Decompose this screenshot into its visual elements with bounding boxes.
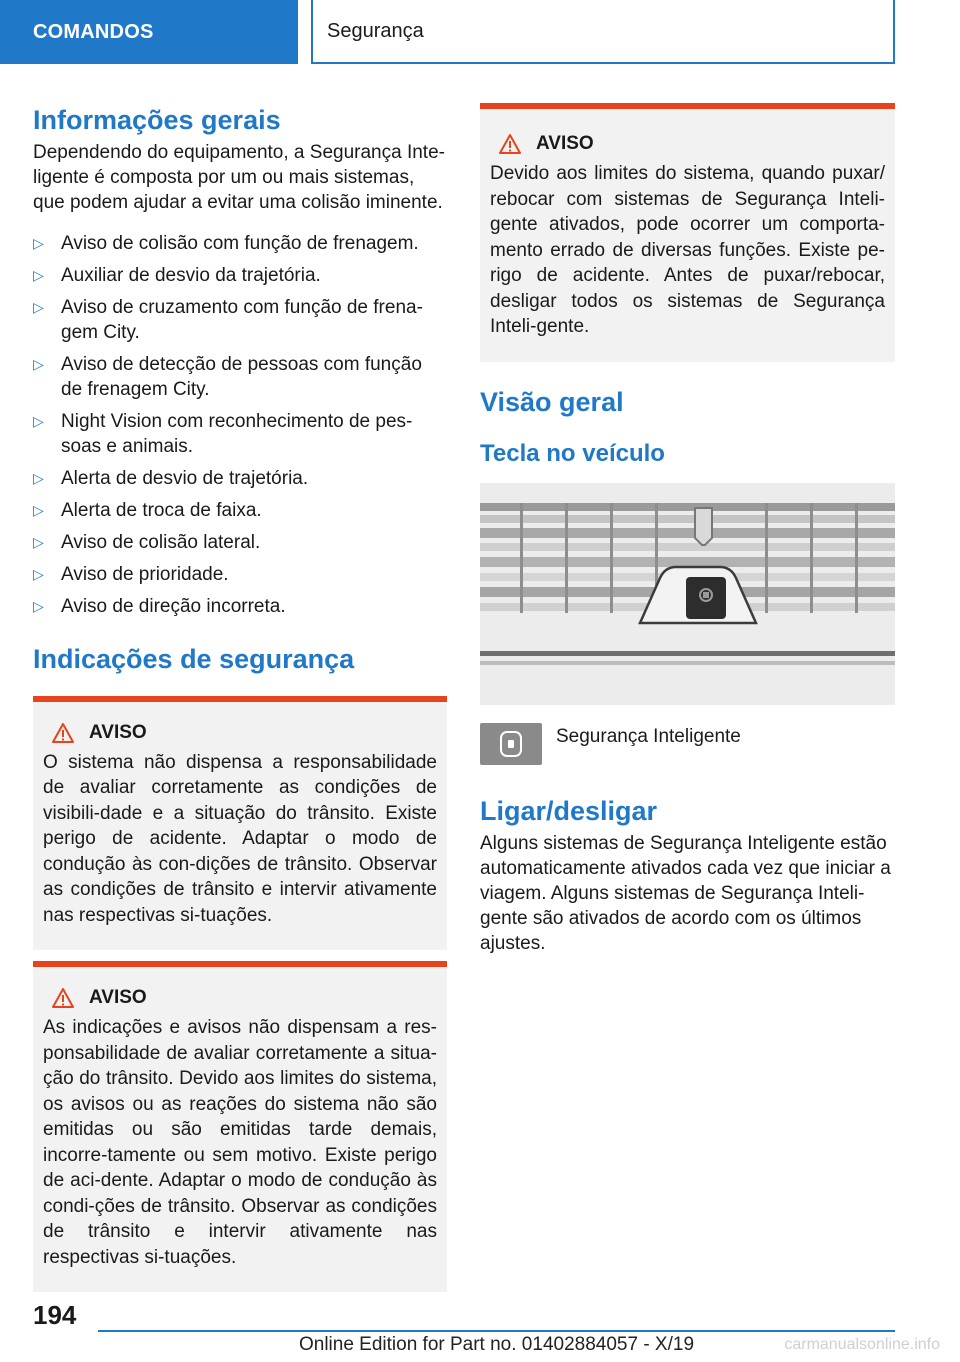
- list-item: ▷ Aviso de colisão com função de frenagem.: [33, 233, 419, 255]
- list-item: ▷ Aviso de direção incorreta.: [33, 596, 286, 618]
- triangle-right-icon: ▷: [33, 267, 44, 284]
- heading-overview: Visão geral: [480, 386, 624, 417]
- watermark: carmanualsonline.info: [784, 1336, 940, 1353]
- triangle-right-icon: ▷: [33, 356, 44, 373]
- warning-box: [480, 103, 895, 362]
- vehicle-button-photo: [480, 483, 895, 705]
- on-off-text: Alguns sistemas de Segurança Inteligente estão automaticamente ativados cada vez que iniciar a viagem. Alguns sistemas de Segurança Inteli-gente são ativados de acordo com os últimos ajustes.: [480, 833, 891, 955]
- list-item: ▷ Aviso de cruzamento com função de frena-gem City.: [33, 297, 423, 344]
- right-column: [480, 103, 895, 956]
- legend: [480, 723, 895, 765]
- triangle-right-icon: ▷: [33, 534, 44, 551]
- warning-title: AVISO: [89, 987, 147, 1009]
- intelligent-safety-button-icon: [480, 723, 542, 765]
- list-item: ▷ Aviso de detecção de pessoas com função de frenagem City.: [33, 354, 422, 401]
- warning-text: O sistema não dispensa a responsabilidade de avaliar corretamente as condições de visibili-dade e a situação do trânsito. Existe perigo de acidente. Adaptar o modo de condução às con-dições de trânsito. Observar as condições de trânsito e intervir ativamente nas respectivas si-tuações.: [43, 751, 437, 926]
- warning-triangle-icon: [51, 987, 75, 1009]
- warning-text: Devido aos limites do sistema, quando puxar/ rebocar com sistemas de Segurança Inteli-gente ativados, pode ocorrer um comporta-mento errado de diversas funções. Existe pe-rigo de acidente. Antes de puxar/rebocar, desligar todos os sistemas de Segurança Inteli-gente.: [490, 163, 885, 337]
- list-item: ▷ Aviso de prioridade.: [33, 564, 229, 586]
- legend-label: Segurança Inteligente: [556, 725, 741, 747]
- warning-triangle-icon: [498, 133, 522, 155]
- page-number: 194: [33, 1300, 77, 1330]
- general-info-text: Dependendo do equipamento, a Segurança Inte-ligente é composta por um ou mais sistemas, que podem ajudar a evitar uma colisão iminente.: [33, 142, 445, 214]
- list-item: ▷ Alerta de desvio de trajetória.: [33, 468, 309, 490]
- list-item: ▷ Alerta de troca de faixa.: [33, 500, 262, 522]
- list-item: ▷ Aviso de colisão lateral.: [33, 532, 261, 554]
- triangle-right-icon: ▷: [33, 502, 44, 519]
- list-item: ▷ Auxiliar de desvio da trajetória.: [33, 265, 321, 287]
- grille-illustration: [480, 483, 895, 705]
- warning-box: [33, 961, 447, 1292]
- triangle-right-icon: ▷: [33, 470, 44, 487]
- heading-general-info: Informações gerais: [33, 105, 281, 135]
- edition-note: Online Edition for Part no. 01402884057 - X/19: [298, 1334, 695, 1355]
- footer-divider: [98, 1330, 895, 1332]
- heading-vehicle-button: Tecla no veículo: [480, 439, 665, 467]
- warning-triangle-icon: [51, 722, 75, 744]
- left-column: [33, 100, 447, 1292]
- systems-list: [33, 231, 447, 619]
- page-section-title: Segurança: [311, 0, 895, 64]
- triangle-right-icon: ▷: [33, 413, 44, 430]
- warning-box: [33, 696, 447, 951]
- heading-on-off: Ligar/desligar: [480, 795, 658, 826]
- triangle-right-icon: ▷: [33, 598, 44, 615]
- section-tab: COMANDOS: [0, 0, 298, 64]
- warning-title: AVISO: [536, 133, 594, 154]
- warning-title: AVISO: [89, 721, 147, 743]
- triangle-right-icon: ▷: [33, 566, 44, 583]
- warning-text: As indicações e avisos não dispensam a res-ponsabilidade de avaliar corretamente a situa-ção do trânsito. Devido aos limites do sistema, os avisos ou as reações do sistema não são emitidas ou são emitidas tarde demais, incorre-tamente ou sem motivo. Existe perigo de aci-dente. Adaptar o modo de condução às condi-ções de trânsito. Observar as condições de trânsito e intervir ativamente nas respectivas si-tuações.: [43, 1017, 437, 1268]
- triangle-right-icon: ▷: [33, 299, 44, 316]
- triangle-right-icon: ▷: [33, 235, 44, 252]
- list-item: ▷ Night Vision com reconhecimento de pes-soas e animais.: [33, 411, 413, 458]
- heading-safety-notes: Indicações de segurança: [33, 644, 355, 675]
